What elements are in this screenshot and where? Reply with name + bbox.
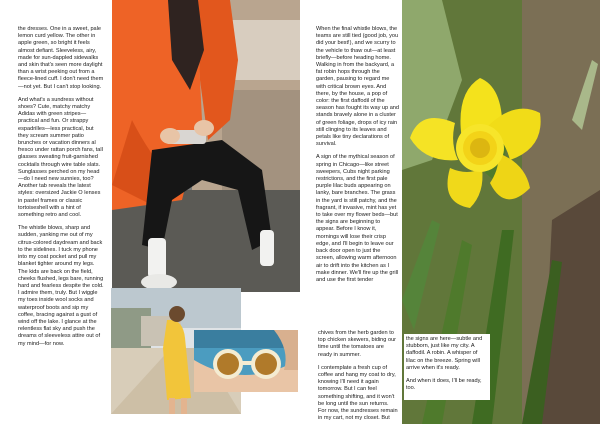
paragraph: the signs are here—subtle and stubborn, just like my city. A daffodil. A robin. A whisper of lilac on the breeze. Spring will arrive when it's ready. bbox=[406, 336, 483, 371]
sunglasses-illustration bbox=[194, 330, 298, 392]
paragraph: And when it does, I'll be ready, too. bbox=[406, 378, 482, 392]
paragraph: A sign of the mythical season of spring in Chicago—like street sweepers, Cubs night parking restrictions, and the first pale purple lilac buds appearing on lanky, bare branches. The grass in the yard is still patchy, and the fragrant, if invasive, mint has yet to take over my flower beds—but the signs are beginning to appear. Before I know it, mornings will lose their crisp edge, and I'll begin to leave our back door open to just the screen, allowing warm afternoon air to drift into the kitchen as I make dinner. We'll fire up the grill and use the first tender bbox=[316, 154, 399, 283]
article-column-middle bbox=[316, 26, 400, 290]
photo-orange-jacket-phone bbox=[112, 0, 300, 292]
orange-jacket-illustration bbox=[112, 0, 300, 292]
paragraph: chives from the herb garden to top chicken skewers, biding our time until the tomatoes are ready in summer. bbox=[318, 330, 397, 358]
white-gutter bbox=[241, 392, 316, 424]
paragraph: And what's a sundress without shoes? Cute, matchy matchy Adidas with green stripes—practical and fun. Or strappy espadrilles—less practical, but they scream summer patio brunches or vacation dinners al fresco under rattan porch fans, tall glasses sweating fruit-garnished cocktails through wire table slats. Sunglasses perched on my head—do I need new sunnies, too? Another tab reveals the latest styles: oversized Jackie O lenses in pastel frames or classic tortoiseshell with a hint of something retro and cool. bbox=[18, 96, 103, 219]
paragraph: The whistle blows, sharp and sudden, yanking me out of my citrus-colored daydream and back to the sidelines. I tuck my phone into my coat pocket and pull my blanket tighter around my legs. The kids are back on the field, cheeks flushed, legs bare, running hard and fearless despite the cold. I admire them, truly. But I wiggle my toes inside wool socks and waterproof boots and sip my coffee, bracing against a gust of wind off the lake. I glance at the relentless flat sky and push the dreams of sleeveless attire out of my mind—for now. bbox=[18, 225, 104, 347]
paragraph: When the final whistle blows, the teams are still tied (good job, you did your best!), and we scurry to the vehicle to thaw out—at least briefly—before heading home. Walking in from the backyard, a fat robin hops through the garden, pausing to regard me with critical brown eyes. And there, by the house, a pop of color: the first daffodil of the season has fought its way up and stands bravely alone in a cluster of green foliage, drops of icy rain still clinging to its leaves and petals like tiny declarations of survival. bbox=[316, 26, 400, 148]
paragraph: the dresses. One in a sweet, pale lemon curd yellow. The other in apple green, so bright it feels almost defiant. Sleeveless, airy, made for sun-dappled sidewalks and skin that's seen more daylight than a wrist peeking out from a fleece-lined cuff. I don't need them—not yet. But I can't stop looking. bbox=[18, 26, 104, 90]
article-column-right bbox=[404, 334, 490, 400]
paragraph: I contemplate a fresh cup of coffee and hang my coat to dry, knowing I'll need it again tomorrow. But I can feel something shifting, and it won't be long until the sun returns. For now, the sundresses remain in my cart, not my closet. But bbox=[318, 364, 398, 422]
article-column-bottom bbox=[318, 330, 398, 424]
article-column-left bbox=[18, 26, 104, 354]
photo-sunglasses bbox=[194, 330, 298, 392]
